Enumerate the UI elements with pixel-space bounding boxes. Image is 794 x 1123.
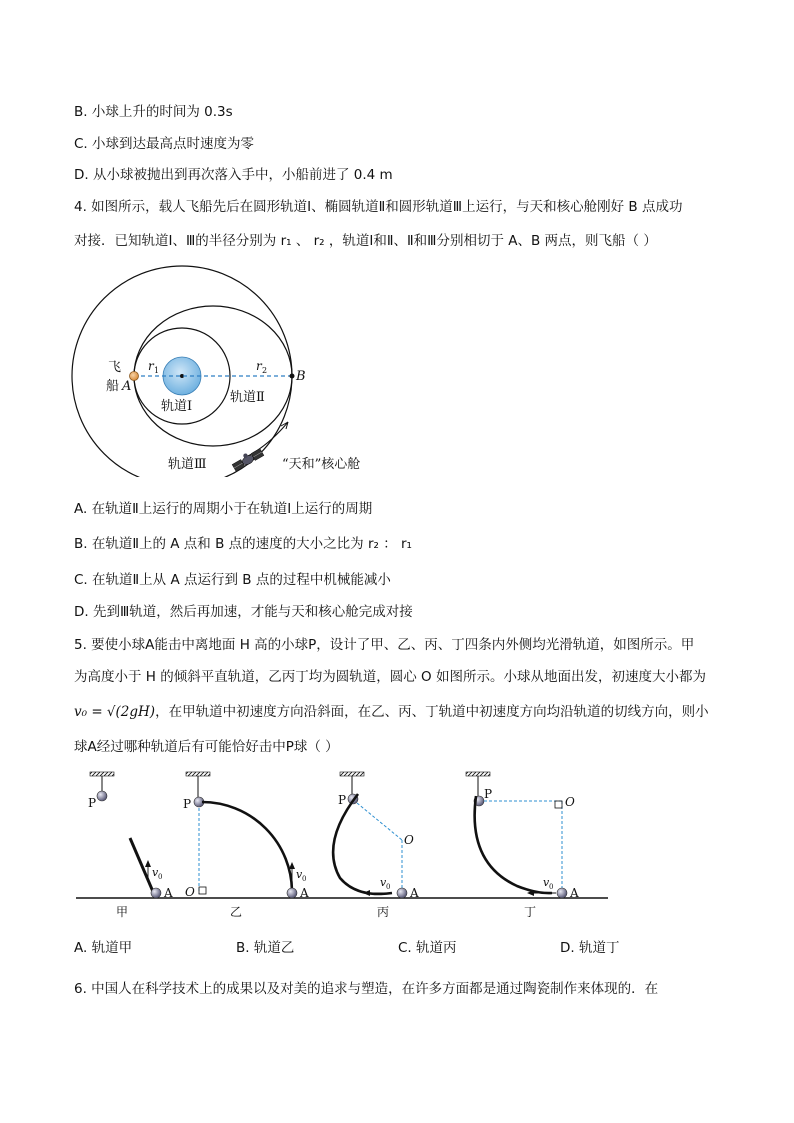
label-p-yi: P bbox=[183, 797, 192, 811]
ceiling-jia bbox=[90, 772, 114, 776]
ceiling-bing bbox=[340, 772, 364, 776]
station-icon bbox=[231, 446, 264, 472]
ship-label-2: 船 bbox=[106, 379, 120, 394]
station-arrow bbox=[248, 422, 288, 456]
circular-track-yi bbox=[202, 802, 292, 892]
q3-option-d: D. 从小球被抛出到再次落入手中，小船前进了 0.4 m bbox=[74, 167, 393, 183]
svg-text:0: 0 bbox=[302, 875, 307, 883]
q5-stem-line-2: 为高度小于 H 的倾斜平直轨道，乙丙丁均为圆轨道，圆心 O 如图所示。小球从地面出发，初速度大小都为 bbox=[74, 669, 706, 685]
point-b-label: B bbox=[296, 369, 306, 384]
orbit-2-label: 轨道Ⅱ bbox=[230, 390, 265, 405]
label-yi: 乙 bbox=[230, 905, 243, 918]
q5-option-a: A. 轨道甲 bbox=[74, 940, 133, 956]
q4-option-a: A. 在轨道Ⅱ上运行的周期小于在轨道Ⅰ上运行的周期 bbox=[74, 501, 373, 517]
r1-subscript: 1 bbox=[154, 366, 160, 375]
r2-subscript: 2 bbox=[262, 366, 268, 375]
ball-a-yi bbox=[287, 888, 297, 898]
ball-p-jia bbox=[97, 791, 107, 801]
label-a-jia: A bbox=[164, 886, 173, 900]
ball-a-bing bbox=[397, 888, 407, 898]
q5-stem-line-3 bbox=[74, 703, 709, 721]
q4-option-c: C. 在轨道Ⅱ上从 A 点运行到 B 点的过程中机械能减小 bbox=[74, 572, 391, 588]
q4-stem-line-2: 对接．已知轨道Ⅰ、Ⅲ的半径分别为 r₁ 、 r₂ ，轨道Ⅰ和Ⅱ、Ⅱ和Ⅲ分别相切于 A、B 两点，则飞船（ ） bbox=[74, 233, 657, 249]
q3-option-b: B. 小球上升的时间为 0.3s bbox=[74, 104, 233, 120]
ball-a-ding bbox=[557, 888, 567, 898]
q5-stem-line-3-text: ，在甲轨道中初速度方向沿斜面，在乙、丙、丁轨道中初速度方向均沿轨道的切线方向，则小 bbox=[155, 704, 709, 720]
svg-text:0: 0 bbox=[549, 883, 554, 891]
track-diagram bbox=[72, 768, 612, 918]
orbit-3-label: 轨道Ⅲ bbox=[168, 457, 207, 472]
ball-a-jia bbox=[151, 888, 161, 898]
point-b-dot bbox=[290, 374, 295, 379]
q4-stem-line-1: 4. 如图所示，载人飞船先后在圆形轨道Ⅰ、椭圆轨道Ⅱ和圆形轨道Ⅲ上运行，与天和核心舱刚好 B 点成功 bbox=[74, 199, 683, 215]
q4-option-b: B. 在轨道Ⅱ上的 A 点和 B 点的速度的大小之比为 r₂ ： r₁ bbox=[74, 536, 412, 552]
v0-label-ding: v bbox=[543, 876, 550, 889]
v0-label-bing: v bbox=[380, 876, 387, 889]
label-a-ding: A bbox=[570, 886, 579, 900]
orbit-diagram bbox=[70, 262, 410, 477]
v0-label-jia: v bbox=[152, 866, 159, 879]
label-o-ding: O bbox=[565, 795, 575, 809]
label-o-bing: O bbox=[404, 833, 414, 847]
orbit-1-label: 轨道Ⅰ bbox=[161, 399, 193, 414]
ceiling-ding bbox=[466, 772, 490, 776]
label-a-bing: A bbox=[410, 886, 419, 900]
q5-option-c: C. 轨道丙 bbox=[398, 940, 457, 956]
q5-stem-line-4: 球A经过哪种轨道后有可能恰好击中P球（ ） bbox=[74, 739, 339, 755]
q6-stem-line-1: 6. 中国人在科学技术上的成果以及对美的追求与塑造，在许多方面都是通过陶瓷制作来体现的．在 bbox=[74, 981, 659, 997]
ceiling-yi bbox=[186, 772, 210, 776]
label-p-ding: P bbox=[484, 787, 493, 801]
q5-option-d: D. 轨道丁 bbox=[560, 940, 620, 956]
label-p-jia: P bbox=[88, 796, 97, 810]
point-a-label: A bbox=[122, 379, 132, 394]
label-a-yi: A bbox=[300, 886, 309, 900]
svg-text:0: 0 bbox=[158, 873, 163, 881]
q5-stem-line-1: 5. 要使小球A能击中离地面 H 高的小球P，设计了甲、乙、丙、丁四条内外侧均光滑轨道，如图所示。甲 bbox=[74, 637, 695, 653]
r1-label: r bbox=[148, 359, 154, 373]
ship-label-1: 飞 bbox=[108, 360, 122, 375]
circular-track-ding bbox=[475, 796, 552, 893]
label-ding: 丁 bbox=[524, 905, 537, 918]
v0-label-yi: v bbox=[296, 868, 303, 881]
label-bing: 丙 bbox=[377, 905, 390, 918]
label-jia: 甲 bbox=[116, 905, 129, 918]
r2-label: r bbox=[256, 359, 262, 373]
station-label: “天和”核心舱 bbox=[282, 457, 361, 472]
q4-option-d: D. 先到Ⅲ轨道，然后再加速，才能与天和核心舱完成对接 bbox=[74, 604, 413, 620]
q3-option-c: C. 小球到达最高点时速度为零 bbox=[74, 136, 255, 152]
q5-option-b: B. 轨道乙 bbox=[236, 940, 295, 956]
svg-text:0: 0 bbox=[386, 883, 391, 891]
label-o-yi: O bbox=[185, 885, 195, 899]
label-p-bing: P bbox=[338, 793, 347, 807]
initial-speed-formula: v₀ = √(2gH) bbox=[74, 704, 156, 720]
